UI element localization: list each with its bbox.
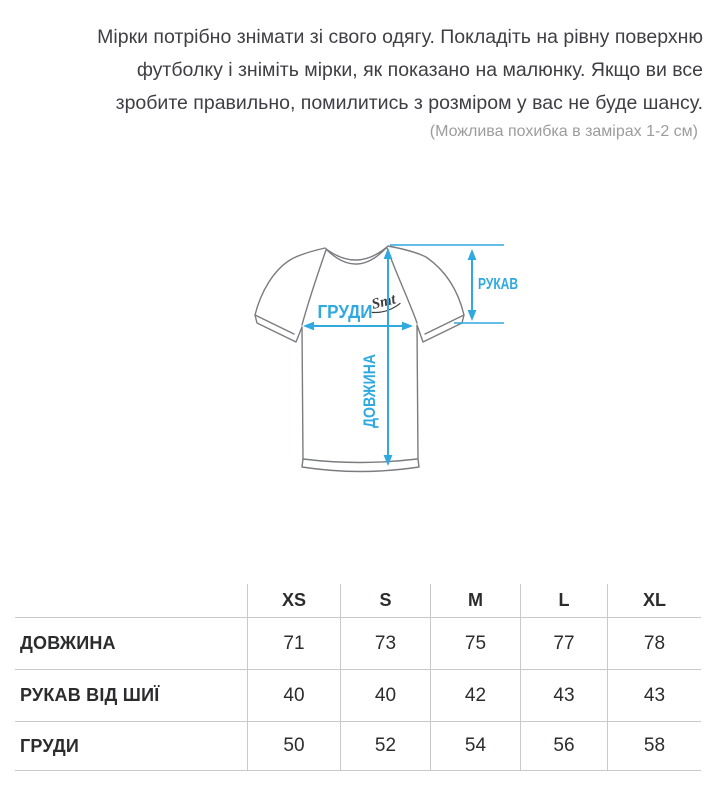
intro-paragraph [20, 21, 703, 120]
sleeve-xs: 40 [247, 670, 340, 722]
sleeve-m: 42 [430, 670, 520, 722]
sleeve-xl: 43 [607, 670, 701, 722]
size-table [15, 584, 701, 771]
chest-label: ГРУДИ [317, 302, 373, 322]
row-label-chest: ГРУДИ [15, 722, 247, 771]
length-m: 75 [430, 618, 520, 670]
intro-line-1: Мірки потрібно знімати зі свого одягу. Покладіть на рівну поверхню [97, 26, 703, 48]
chest-m: 54 [430, 722, 520, 771]
row-label-length: ДОВЖИНА [15, 618, 247, 670]
length-s: 73 [340, 618, 430, 670]
svg-text:Smt: Smt [370, 291, 398, 313]
size-diagram [230, 233, 530, 487]
col-header-m: M [430, 584, 520, 618]
chest-l: 56 [520, 722, 607, 771]
chest-xl: 58 [607, 722, 701, 771]
row-label-sleeve: РУКАВ ВІД ШИЇ [15, 670, 247, 722]
tolerance-note: (Можлива похибка в замірах 1-2 см) [429, 123, 698, 140]
chest-xs: 50 [247, 722, 340, 771]
col-header-l: L [520, 584, 607, 618]
length-label: ДОВЖИНА [360, 338, 379, 428]
corner-cell [15, 584, 247, 618]
chest-s: 52 [340, 722, 430, 771]
sleeve-l: 43 [520, 670, 607, 722]
sleeve-label: РУКАВ [478, 276, 518, 293]
col-header-s: S [340, 584, 430, 618]
intro-line-2: футболку і зніміть мірки, як показано на малюнку. Якщо ви все [136, 59, 703, 81]
intro-line-3: зробите правильно, помилитись з розміром у вас не буде шансу. [115, 92, 703, 114]
length-xl: 78 [607, 618, 701, 670]
length-l: 77 [520, 618, 607, 670]
sleeve-s: 40 [340, 670, 430, 722]
length-xs: 71 [247, 618, 340, 670]
col-header-xs: XS [247, 584, 340, 618]
col-header-xl: XL [607, 584, 701, 618]
